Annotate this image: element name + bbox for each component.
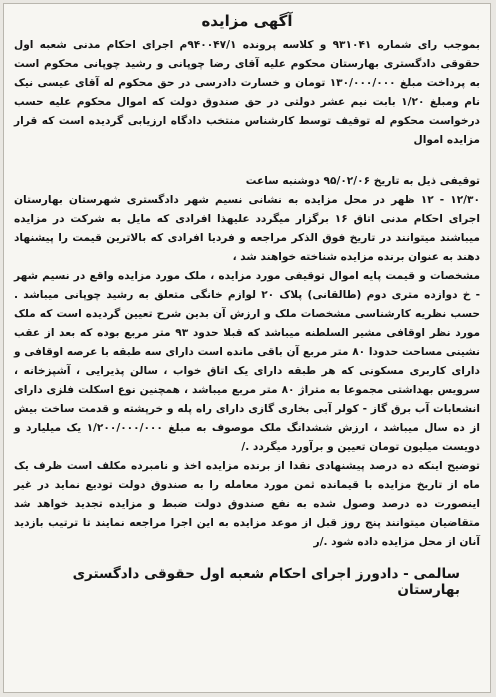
notice-paragraph-date: توقیفی ذیل به تاریخ ۹۵/۰۲/۰۶ دوشنبه ساعت — [245, 175, 480, 187]
auction-notice — [3, 3, 491, 693]
notice-signature: سالمی - دادورز اجرای احکام شعبه اول حقوقی دادگستری بهارستان — [72, 566, 460, 598]
notice-paragraph-terms: توضیح اینکه ده درصد پیشنهادی نقدا از برنده مزایده اخذ و نامبرده مکلف است ظرف یک ماه از تاریخ مزایده با قیمانده ثمن مورد معامله را به صندوق دولت تودیع نماید در غیر اینصورت ده درصد وصول شده به نفع صندوق دولت ضبط و مزایده تجدید خواهد شد متقاضیان میتوانند پنج روز قبل از موعد مزایده به این اجرا مراجعه نمایند تا ترتیب بازدید آنان از محل مزایده داده شود ./ر — [14, 460, 480, 548]
notice-paragraph-property: مشخصات و قیمت پایه اموال توقیفی مورد مزایده ، ملک مورد مزایده واقع در نسیم شهر - خ دوازده متری دوم (طالقانی) پلاک ۲۰ لوازم خانگی متعلق به رشید چوپانی میباشد . حسب نظریه کارشناسی مشخصات ملک و ارزش آن بدین شرح تعیین گردیده است که ملک مورد نظر اوقافی مشیر السلطنه میباشد که قبلا حدود ۹۳ متر مربع بوده که بعد از عقب نشینی مساحت حدودا ۸۰ متر مربع آن باقی مانده است دارای سه طبقه با عرصه اوقافی و دارای کاربری مسکونی که هر طبقه دارای یک اتاق خواب ، سالن پذیرایی ، آشپزخانه ، سرویس بهداشتی مجموعا به متراژ ۸۰ متر مربع میباشد ، همچنین نوع اسکلت فلزی دارای انشعابات آب برق گاز - کولر آبی بخاری گازی دارای راه پله و خرپشته و قدمت ساخت بیش از ده سال میباشد ، ارزش ششدانگ ملک موصوف به مبلغ ۱/۲۰۰/۰۰۰/۰۰۰ یک میلیارد و دویست میلیون تومان تعیین و برآورد میگردد ./ — [14, 270, 481, 453]
notice-title: آگهی مزایده — [201, 12, 293, 30]
notice-paragraph-intro: بموجب رای شماره ۹۳۱۰۴۱ و کلاسه پرونده ۹۴۰۰۴۷/۱م اجرای احکام مدنی شعبه اول حقوقی دادگستری بهارستان محکوم علیه آقای رضا چوپانی و رشید چوپانی محکوم است به پرداخت مبلغ ۱۳۰/۰۰۰/۰۰۰ تومان و خسارت دادرسی در حق محکوم له آقای عیسی نیک نام ومبلغ ۱/۲۰ بابت نیم عشر دولتی در حق صندوق دولت که اموال محکوم علیه حسب درخواست محکوم له توقیف توسط کارشناس منتخب دادگاه ارزیابی گردیده است که قرار مزایده اموال — [14, 39, 480, 146]
notice-paragraph-location: ۱۲/۳۰ - ۱۲ ظهر در محل مزایده به نشانی نسیم شهر دادگستری شهرستان بهارستان اجرای احکام مدنی اتاق ۱۶ برگزار میگردد علیهذا افرادی که مایل به شرکت در مزایده میباشند میتوانند در تاریخ فوق الذکر مراجعه و فردیا افرادی که بالاترین قیمت را پیشنهاد دهند به عنوان برنده مزایده شناخته خواهند شد ، — [14, 194, 480, 263]
